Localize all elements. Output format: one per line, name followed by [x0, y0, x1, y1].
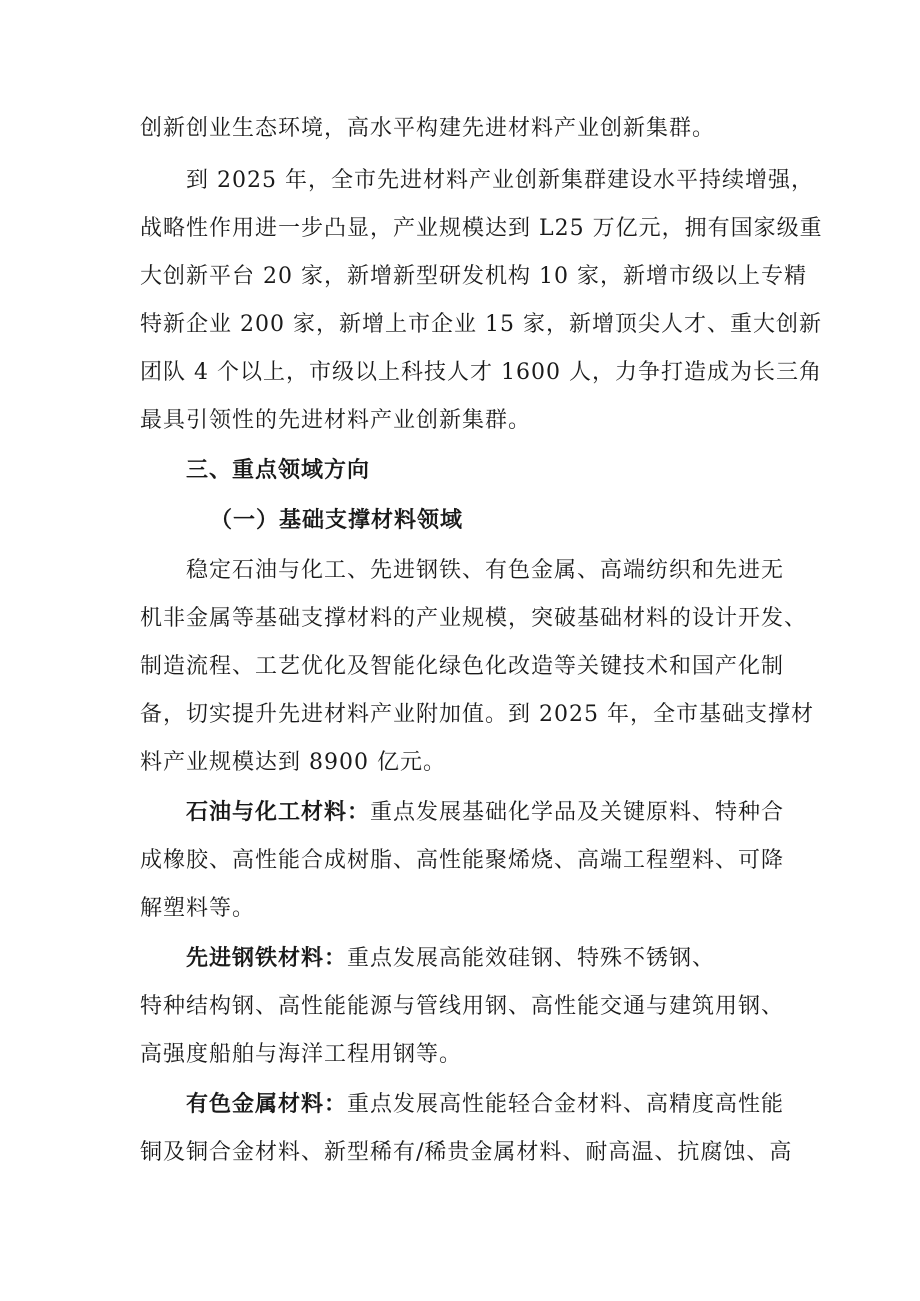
text-line: 特种结构钢、高性能能源与管线用钢、高性能交通与建筑用钢、 [140, 994, 785, 1019]
text-line: 机非金属等基础支撑材料的产业规模，突破基础材料的设计开发、 [140, 606, 808, 631]
text-line: 创新创业生态环境，高水平构建先进材料产业创新集群。 [140, 116, 716, 141]
text-line: 团队 4 个以上，市级以上科技人才 1600 人，力争打造成为长三角 [140, 360, 822, 385]
text-line [186, 944, 715, 974]
text-line: 制造流程、工艺优化及智能化绿色化改造等关键技术和国产化制 [140, 654, 785, 679]
text-line [186, 1090, 784, 1120]
term-label: 石油与化工材料： [186, 800, 371, 825]
text-line: 到 2025 年，全市先进材料产业创新集群建设水平持续增强， [186, 168, 814, 193]
term-label: 先进钢铁材料： [186, 946, 348, 971]
text-line [186, 798, 784, 828]
text-line: 解塑料等。 [140, 896, 256, 921]
text-line: 战略性作用进一步凸显，产业规模达到 L25 万亿元，拥有国家级重 [140, 216, 823, 241]
text-line: 最具引领性的先进材料产业创新集群。 [140, 408, 532, 433]
text-line: 稳定石油与化工、先进钢铁、有色金属、高端纺织和先进无 [186, 558, 785, 583]
term-label: 有色金属材料： [186, 1092, 348, 1117]
term-text: 重点发展高性能轻合金材料、高精度高性能 [347, 1092, 785, 1117]
text-line: 高强度船舶与海洋工程用钢等。 [140, 1042, 463, 1067]
text-line: 料产业规模达到 8900 亿元。 [140, 750, 446, 775]
term-text: 重点发展高能效硅钢、特殊不锈钢、 [347, 946, 716, 971]
subsection-heading: （一）基础支撑材料领域 [210, 508, 464, 533]
text-line: 特新企业 200 家，新增上市企业 15 家，新增顶尖人才、重大创新 [140, 312, 822, 337]
term-text: 重点发展基础化学品及关键原料、特种合 [370, 800, 785, 825]
section-heading: 三、重点领域方向 [186, 458, 371, 483]
text-line: 成橡胶、高性能合成树脂、高性能聚烯烧、高端工程塑料、可降 [140, 848, 785, 873]
text-line: 铜及铜合金材料、新型稀有/稀贵金属材料、耐高温、抗腐蚀、高 [140, 1140, 793, 1165]
text-line: 大创新平台 20 家，新增新型研发机构 10 家，新增市级以上专精 [140, 264, 807, 289]
text-line: 备，切实提升先进材料产业附加值。到 2025 年，全市基础支撑材 [140, 702, 814, 727]
